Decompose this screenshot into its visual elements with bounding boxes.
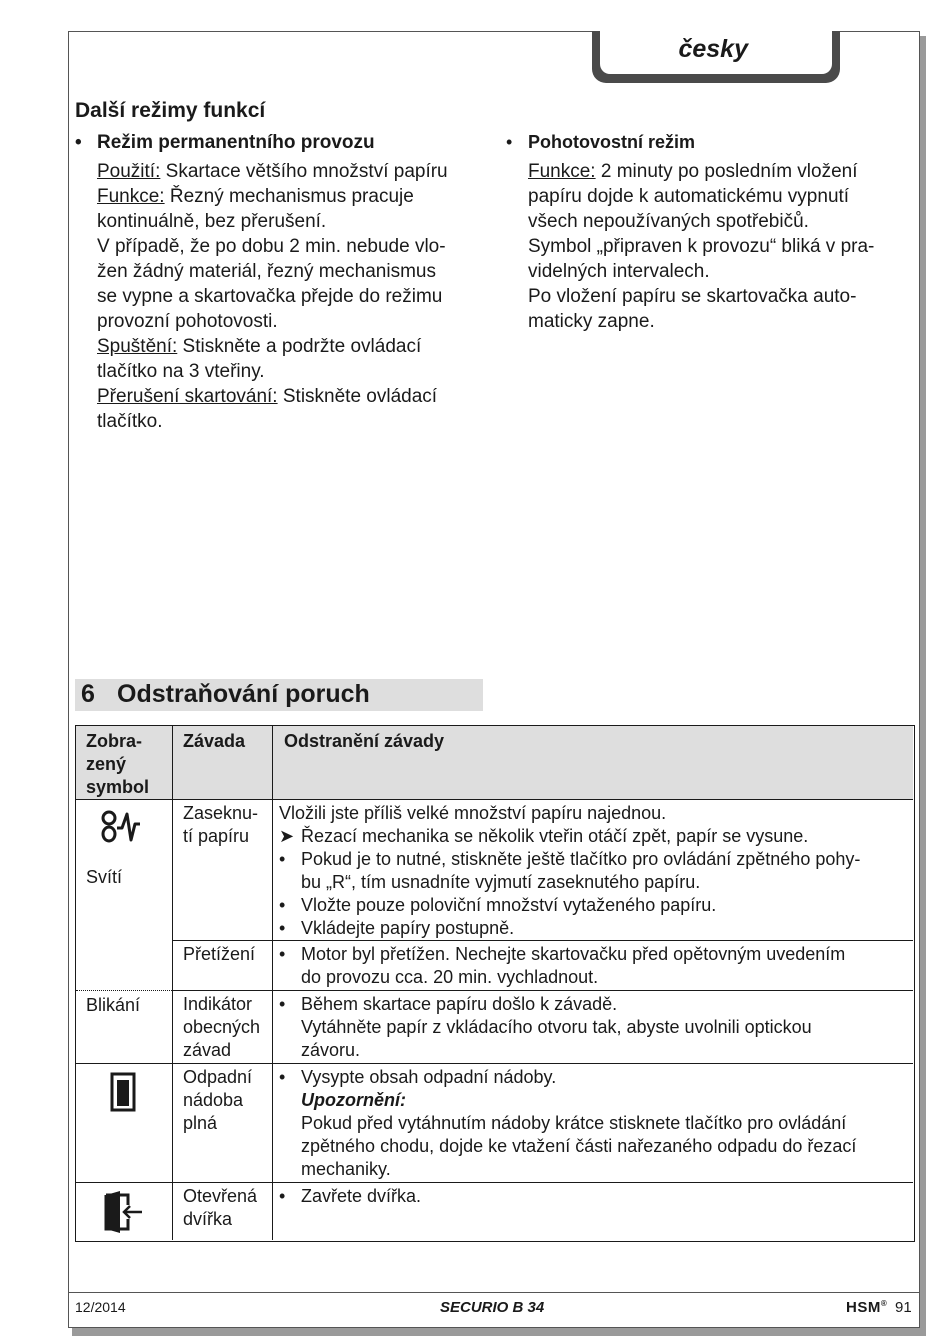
text-line <box>97 159 495 184</box>
fault-text: tí papíru <box>183 826 250 846</box>
text-line <box>528 184 906 209</box>
remedy-text: Vložili jste příliš velké množství papíru najednou. <box>279 803 667 823</box>
mode-permanent-body <box>75 159 495 434</box>
line-text: Po vložení papíru se skartovačka auto- <box>528 286 857 307</box>
remedy-line <box>279 1089 856 1112</box>
footer-divider <box>68 1292 920 1293</box>
text-line <box>97 184 495 209</box>
line-text: maticky zapne. <box>528 311 655 332</box>
fault-text: plná <box>183 1113 218 1133</box>
bullet-marker: • <box>279 994 286 1014</box>
remedy-line <box>279 1135 856 1158</box>
remedy-text: Pokud před vytáhnutím nádoby krátce stisknete tlačítko pro ovládání <box>301 1113 847 1133</box>
remedy-line <box>279 1112 856 1135</box>
remedy-line <box>279 894 860 917</box>
fault-text: Odpadní <box>183 1067 253 1087</box>
waste-bin-full-icon <box>110 1072 136 1112</box>
remedy-text: Motor byl přetížen. Nechejte skartovačku před opětovným uvedením <box>301 944 846 964</box>
section-title: Další režimy funkcí <box>75 99 266 122</box>
remedy-line <box>279 1066 856 1089</box>
line-text: Symbol „připraven k provozu“ bliká v pra- <box>528 236 875 257</box>
mode-permanent <box>75 130 495 434</box>
troubleshooting-table <box>75 725 915 1242</box>
col-divider <box>172 726 173 1240</box>
text-line <box>528 259 906 284</box>
row-divider-dotted <box>76 990 172 991</box>
mode-standby-title: • Pohotovostní režim <box>506 132 696 152</box>
footer-model: SECURIO B 34 <box>440 1299 545 1316</box>
row-divider <box>76 1063 913 1064</box>
fault-general-error <box>183 993 260 1062</box>
line-text: kontinuálně, bez přerušení. <box>97 211 327 232</box>
line-text: videlných intervalech. <box>528 261 710 282</box>
text-line <box>97 384 495 409</box>
fault-text: Otevřená <box>183 1186 258 1206</box>
line-text: provozní pohotovosti. <box>97 311 278 332</box>
col-divider <box>272 726 273 1240</box>
fault-text: Zaseknu- <box>183 803 259 823</box>
fault-text: nádoba <box>183 1090 244 1110</box>
line-text: tlačítko na 3 vteřiny. <box>97 361 265 382</box>
remedy-text: Vložte pouze poloviční množství vytaženého papíru. <box>301 895 717 915</box>
text-line <box>97 334 495 359</box>
row-divider <box>76 1182 913 1183</box>
chapter-heading: 6 Odstraňování poruch <box>75 679 483 711</box>
arrow-marker-icon: ➤ <box>279 826 295 846</box>
text-line <box>97 284 495 309</box>
page-number: 91 <box>895 1299 912 1316</box>
bullet-marker: • <box>279 944 286 964</box>
text-line <box>97 259 495 284</box>
remedy-line <box>279 917 860 940</box>
line-text: Stiskněte a podržte ovládací <box>177 336 422 357</box>
bullet-marker: • <box>279 918 286 938</box>
door-open-icon <box>102 1189 144 1235</box>
field-label: Funkce: <box>97 186 165 207</box>
remedy-text: zpětného chodu, dojde ke vtažení části nařezaného odpadu do řezací <box>301 1136 857 1156</box>
remedy-line <box>279 1039 812 1062</box>
field-label: Použití: <box>97 161 161 182</box>
remedy-text: mechaniky. <box>301 1159 391 1179</box>
line-text: tlačítko. <box>97 411 163 432</box>
field-label: Funkce: <box>528 161 596 182</box>
brand-logo: HSM® <box>846 1299 888 1316</box>
row-divider <box>172 990 913 991</box>
line-text: Stiskněte ovládací <box>277 386 438 407</box>
remedy-line <box>279 825 860 848</box>
footer-date: 12/2014 <box>75 1299 126 1315</box>
remedy-line <box>279 1185 421 1208</box>
remedy-text: Během skartace papíru došlo k závadě. <box>301 994 618 1014</box>
mode-permanent-title: • Režim permanentního provozu <box>75 132 375 153</box>
field-label: Přerušení skartování: <box>97 386 278 407</box>
fault-door-open <box>183 1185 257 1231</box>
text-line <box>528 234 906 259</box>
bullet-marker: • <box>279 1186 286 1206</box>
remedy-door-open <box>279 1185 421 1208</box>
remedy-paper-jam <box>279 802 860 940</box>
line-text: všech nepoužívaných spotřebičů. <box>528 211 809 232</box>
remedy-line <box>279 1158 856 1181</box>
text-line <box>97 209 495 234</box>
line-text: žen žádný materiál, řezný mechanismus <box>97 261 436 282</box>
text-line <box>528 284 906 309</box>
line-text: 2 minuty po posledním vložení <box>595 161 858 182</box>
remedy-text: závoru. <box>301 1040 361 1060</box>
remedy-text: Pokud je to nutné, stiskněte ještě tlačítko pro ovládání zpětného pohy- <box>301 849 861 869</box>
remedy-general-error <box>279 993 812 1062</box>
remedy-overload <box>279 943 845 989</box>
header-remedy: Odstranění závady <box>284 731 445 751</box>
fault-text: obecných <box>183 1017 261 1037</box>
line-text: Skartace většího množství papíru <box>160 161 448 182</box>
remedy-line <box>279 871 860 894</box>
remedy-text: Řezací mechanika se několik vteřin otáčí zpět, papír se vysune. <box>301 826 809 846</box>
mode-standby <box>506 130 906 334</box>
fault-text: Indikátor <box>183 994 253 1014</box>
text-line <box>97 359 495 384</box>
remedy-line <box>279 1016 812 1039</box>
fault-bin-full <box>183 1066 252 1135</box>
remedy-text: do provozu cca. 20 min. vychladnout. <box>301 967 599 987</box>
remedy-line <box>279 966 845 989</box>
text-line <box>528 309 906 334</box>
remedy-text: Vytáhněte papír z vkládacího otvoru tak, abyste uvolnili optickou <box>301 1017 812 1037</box>
fault-text: dvířka <box>183 1209 233 1229</box>
text-line <box>528 159 906 184</box>
remedy-text: Zavřete dvířka. <box>301 1186 422 1206</box>
remedy-text: Upozornění: <box>301 1090 406 1110</box>
fault-text: Přetížení <box>183 944 256 964</box>
line-text: se vypne a skartovačka přejde do režimu <box>97 286 443 307</box>
fault-text: závad <box>183 1040 232 1060</box>
language-label: česky <box>678 35 748 63</box>
remedy-line <box>279 993 812 1016</box>
remedy-bin-full <box>279 1066 856 1181</box>
header-symbol: Zobra- zený symbol <box>86 731 150 797</box>
text-line <box>97 409 495 434</box>
status-lit: Svítí <box>86 867 123 887</box>
text-line <box>97 234 495 259</box>
remedy-line <box>279 848 860 871</box>
remedy-line <box>279 802 860 825</box>
mode-standby-body <box>506 159 906 334</box>
bullet-marker: • <box>279 849 286 869</box>
bullet-marker: • <box>279 1067 286 1087</box>
header-fault: Závada <box>183 731 246 751</box>
remedy-text: bu „R“, tím usnadníte vyjmutí zaseknutého papíru. <box>301 872 701 892</box>
row-divider <box>172 940 913 941</box>
remedy-text: Vkládejte papíry postupně. <box>301 918 515 938</box>
remedy-text: Vysypte obsah odpadní nádoby. <box>301 1067 557 1087</box>
field-label: Spuštění: <box>97 336 178 357</box>
bullet-marker: • <box>279 895 286 915</box>
fault-paper-jam <box>183 802 258 848</box>
status-blink: Blikání <box>86 995 141 1015</box>
line-text: V případě, že po dobu 2 min. nebude vlo- <box>97 236 446 257</box>
paper-jam-icon <box>100 808 148 846</box>
remedy-line <box>279 943 845 966</box>
line-text: Řezný mechanismus pracuje <box>164 186 414 207</box>
fault-overload <box>183 943 255 966</box>
text-line <box>528 209 906 234</box>
text-line <box>97 309 495 334</box>
line-text: papíru dojde k automatickému vypnutí <box>528 186 850 207</box>
language-tab-inner <box>600 31 832 74</box>
